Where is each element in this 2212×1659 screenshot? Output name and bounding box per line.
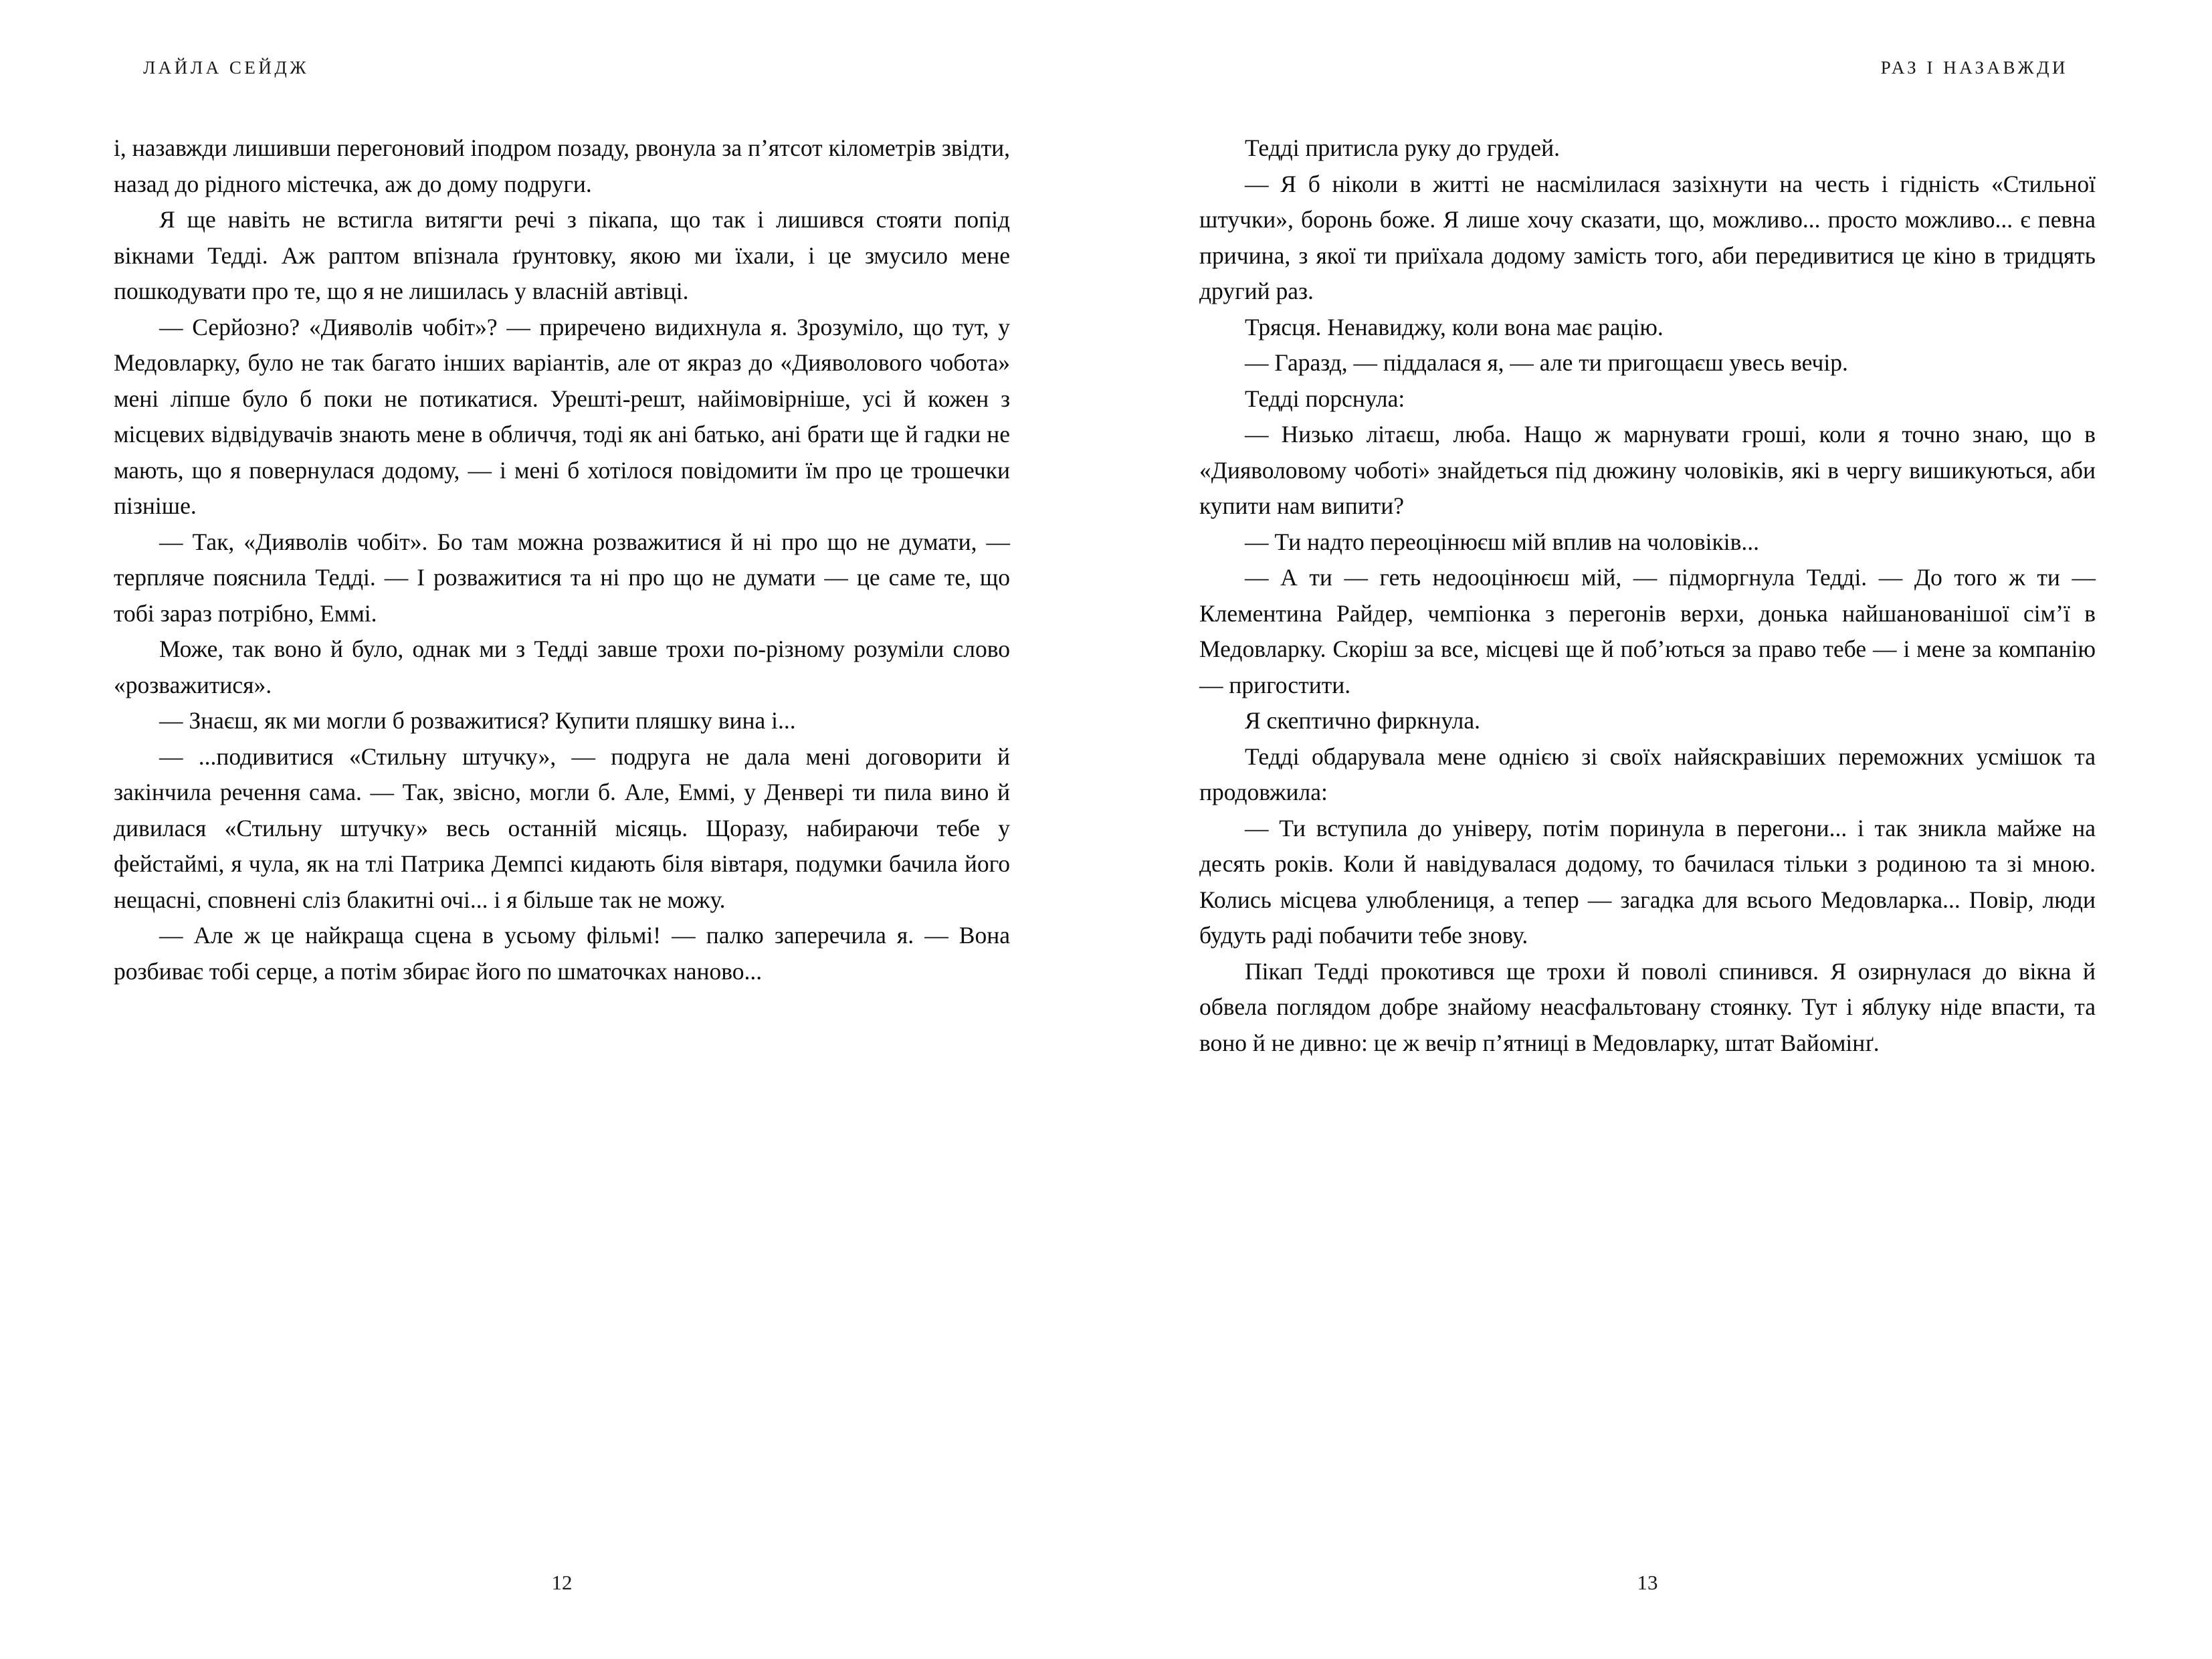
paragraph: — А ти — геть недооцінюєш мій, — підморгнула Тедді. — До того ж ти — Клементина Райдер, чемпіонка з перегонів верхи, донька найшанованішої сім’ї в Медовларку. Скоріш за все, місцеві ще й поб’ються за право тебе — і мене за компанію — пригостити. [1199,564,2096,698]
paragraph: — Низько літаєш, люба. Нащо ж марнувати гроші, коли я точно знаю, що в «Дияволовому чоботі» знайдеться під дюжину чоловіків, які в чергу вишикуються, аби купити нам випити? [1199,421,2096,519]
paragraph: — Я б ніколи в житті не насмілилася зазіхнути на честь і гідність «Стильної штучки», боронь боже. Я лише хочу сказати, що, можливо... просто можливо... є певна причина, з якої ти приїхала додому замість того, аби передивитися це кіно в тридцять другий раз. [1199,170,2096,304]
paragraph: і, назавжди лишивши перегоновий іподром позаду, рвонула за п’ятсот кілометрів звідти, назад до рідного містечка, аж до дому подруги. [114,134,1010,197]
paragraph: — Гаразд, — піддалася я, — але ти пригощаєш увесь вечір. [1245,349,1848,376]
paragraph: Тедді притисла руку до грудей. [1245,134,1560,161]
paragraph: — Ти надто переоцінюєш мій вплив на чоловіків... [1245,528,1760,555]
running-head-title: РАЗ І НАЗАВЖДИ [1880,58,2068,78]
paragraph: Може, так воно й було, однак ми з Тедді завше трохи по-різному розуміли слово «розважитися». [114,636,1010,698]
paragraph: — Так, «Дияволів чобіт». Бо там можна розважитися й ні про що не думати, — терпляче пояснила Тедді. — І розважитися та ні про що не думати — це саме те, що тобі зараз потрібно, Еммі. [114,528,1010,627]
paragraph: Тедді обдарувала мене однією зі своїх найяскравіших переможних усмішок та продовжила: [1199,743,2096,805]
paragraph: — ...подивитися «Стильну штучку», — подруга не дала мені договорити й закінчила речення сама. — Так, звісно, могли б. Але, Еммі, у Денвері ти пила вино й дивилася «Стильну штучку» весь останній місяць. Щоразу, набираючи тебе у фейстаймі, я чула, як на тлі Патрика Демпсі кидають біля вівтаря, подумки бачила його нещасні, сповнені сліз блакитні очі... і я більше так не можу. [114,743,1010,913]
page-number: 13 [1637,1571,1658,1594]
paragraph: — Знаєш, як ми могли б розважитися? Купити пляшку вина і... [159,707,796,734]
paragraph: — Ти вступила до універу, потім поринула в перегони... і так зникла майже на десять років. Коли й навідувалася додому, то бачилася тільки з родиною та зі мною. Колись місцева улюблениця, а тепер — загадка для всього Медовларка... Повір, люди будуть раді побачити тебе знову. [1199,814,2096,949]
page-right [1106,0,2211,1659]
paragraph: Трясця. Ненавиджу, коли вона має рацію. [1245,313,1664,340]
running-head-author: ЛАЙЛА СЕЙДЖ [143,58,309,78]
paragraph: — Але ж це найкраща сцена в усьому фільмі! — палко заперечила я. — Вона розбиває тобі серце, а потім збирає його по шматочках наново... [114,922,1010,985]
paragraph: Тедді порснула: [1245,385,1405,412]
page-number: 12 [551,1571,573,1594]
left-page-textblock [114,130,1010,989]
paragraph: — Серйозно? «Дияволів чобіт»? — приречено видихнула я. Зрозуміло, що тут, у Медовларку, було не так багато інших варіантів, але от якраз до «Дияволового чобота» мені ліпше було б поки не потикатися. Урешті-решт, найімовірніше, усі й кожен з місцевих відвідувачів знають мене в обличчя, тоді як ані батько, ані брати ще й гадки не мають, що я повернулася додому, — і мені б хотілося повідомити їм про це трошечки пізніше. [114,313,1010,519]
paragraph: Я скептично фиркнула. [1245,707,1480,734]
paragraph: Я ще навіть не встигла витягти речі з пікапа, що так і лишився стояти попід вікнами Тедді. Аж раптом впізнала ґрунтовку, якою ми їхали, і це змусило мене пошкодувати про те, що я не лишилась у власній автівці. [114,206,1010,304]
paragraph: Пікап Тедді прокотився ще трохи й поволі спинився. Я озирнулася до вікна й обвела поглядом добре знайому неасфальтовану стоянку. Тут і яблуку ніде впасти, та воно й не дивно: це ж вечір п’ятниці в Медовларку, штат Вайомінґ. [1199,957,2096,1056]
right-page-textblock [1199,130,2096,1061]
